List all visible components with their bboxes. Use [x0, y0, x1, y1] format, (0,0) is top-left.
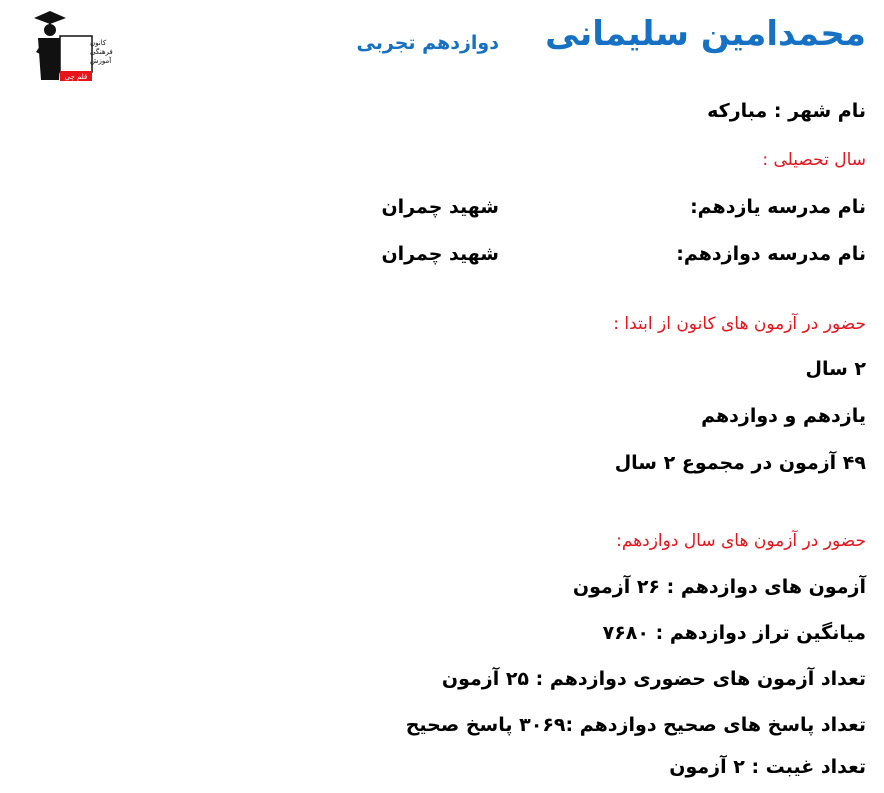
attendance-grades: یازدهم و دوازدهم: [701, 405, 866, 427]
correct-answers-12: تعداد پاسخ های صحیح دوازدهم :۳۰۶۹ پاسخ صحیح: [405, 714, 866, 736]
school12-label: نام مدرسه دوازدهم:: [676, 243, 866, 265]
attendance-years: ۲ سال: [805, 358, 866, 380]
logo-text-2: فرهنگی: [90, 48, 113, 56]
school-year-label: سال تحصیلی :: [762, 150, 866, 170]
school11-value: شهید چمران: [381, 196, 499, 218]
in-person-12: تعداد آزمون های حضوری دوازدهم : ۲۵ آزمون: [441, 668, 866, 690]
city: نام شهر : مبارکه: [707, 100, 866, 122]
school11-label: نام مدرسه یازدهم:: [690, 196, 866, 218]
average-12: میانگین تراز دوازدهم : ۷۶۸۰: [602, 622, 866, 644]
logo-text-3: آموزش: [90, 57, 112, 65]
logo-badge: قلم چی: [64, 73, 88, 81]
attendance-all-heading: حضور در آزمون های کانون از ابتدا :: [613, 314, 866, 334]
logo-text-1: کانون: [90, 39, 107, 47]
exams-12: آزمون های دوازدهم : ۲۶ آزمون: [572, 576, 866, 598]
school12-value: شهید چمران: [381, 243, 499, 265]
student-name: محمدامین سلیمانی: [545, 14, 866, 54]
attendance-12-heading: حضور در آزمون های سال دوازدهم:: [616, 531, 866, 551]
absences: تعداد غیبت : ۲ آزمون: [669, 756, 866, 778]
kanoon-logo-icon: [32, 8, 113, 82]
grade-label: دوازدهم تجربی: [356, 32, 499, 54]
attendance-total: ۴۹ آزمون در مجموع ۲ سال: [614, 452, 866, 474]
